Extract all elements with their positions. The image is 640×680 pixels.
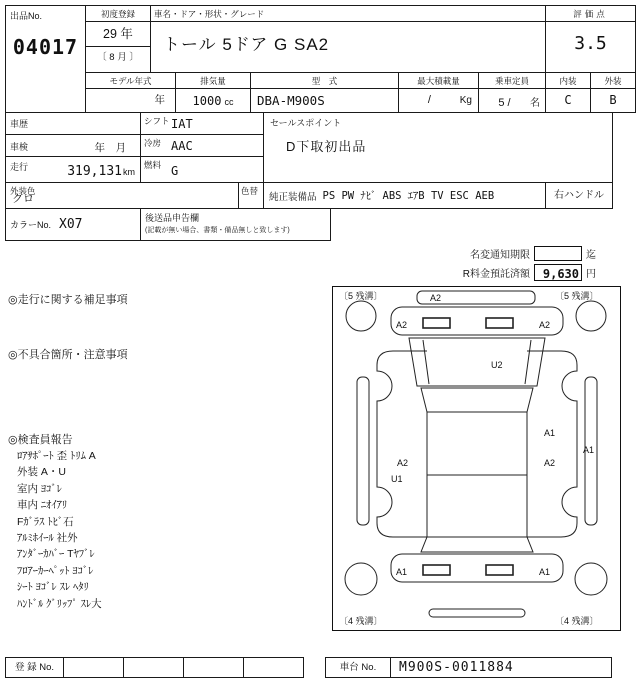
inspection-value: 年 月 (94, 142, 126, 154)
later-items-label: 後送品申告欄 (145, 213, 200, 223)
first-registration-year: 29 年 (86, 22, 150, 47)
tire-rear-right-label: 〔4 残溝〕 (555, 616, 599, 626)
inspection-cell (5, 134, 141, 157)
recycle-fee-box (534, 264, 582, 281)
color-no-cell (5, 208, 141, 241)
inspection-label: 車検 (10, 142, 29, 152)
sales-point-cell (263, 112, 613, 183)
left-door-panel (377, 351, 427, 537)
displacement-unit: cc (224, 97, 234, 107)
inspector-line: ﾛｱｻﾎﾟｰﾄ 歪 ﾄﾘﾑ A (17, 450, 96, 462)
rear-bumper (391, 554, 563, 582)
model-year-label: モデル年式 (86, 73, 175, 89)
inspector-report-lines (17, 448, 102, 612)
capacity-value: 5 / (498, 97, 511, 109)
steering-value: 右ハンドル (554, 190, 604, 201)
reg-no-label-cell (5, 657, 64, 678)
interior-grade-value: C (564, 93, 572, 107)
mileage-label: 走行 (10, 162, 29, 172)
inspector-line: ｼｰﾄ ﾖｺﾞﾚ ｽﾚ ﾍﾀﾘ (17, 581, 89, 594)
interior-grade-cell (545, 72, 591, 113)
mark-front-bumper-right: A2 (539, 320, 551, 330)
mark-right-door-upper: A1 (544, 428, 556, 438)
mark-rear-bumper-left: A1 (396, 567, 408, 577)
body-color-value: クロ (12, 193, 34, 205)
rear-window-outline (421, 537, 533, 552)
fuel-label: 燃料 (144, 160, 162, 170)
history-cell (5, 112, 141, 135)
car-diagram (333, 287, 618, 628)
mileage-value: 319,131 (67, 164, 122, 179)
chassis-no-value: M900S-0011884 (399, 660, 514, 675)
reg-no-cell-1 (63, 657, 124, 678)
wheel-rear-right (575, 563, 607, 595)
score-cell (545, 5, 636, 73)
sales-point-label: セールスポイント (270, 118, 342, 128)
color-change-label: 色替 (241, 186, 259, 196)
capacity-unit: 名 (530, 98, 540, 109)
tire-front-right-label: 〔5 残溝〕 (555, 291, 599, 301)
reg-no-cell-2 (123, 657, 184, 678)
color-change-cell (238, 182, 264, 209)
body-color-cell (5, 182, 239, 209)
tire-front-left-label: 〔5 残溝〕 (339, 291, 383, 301)
exhibit-no-value: 04017 (12, 35, 79, 59)
score-value: 3.5 (574, 33, 607, 54)
exhibit-no-cell (5, 5, 86, 113)
max-load-label: 最大積載量 (399, 73, 478, 89)
mark-left-door-lower: U1 (391, 474, 403, 484)
mark-right-door: A2 (544, 458, 556, 468)
name-change-row (420, 246, 596, 261)
left-sill (357, 377, 369, 525)
exhibit-no-label: 出品No. (10, 11, 43, 21)
mark-hood: U2 (491, 360, 503, 370)
exterior-grade-label: 外装 (591, 73, 635, 89)
hood-creases (423, 340, 531, 384)
first-registration-month: 〔 8 月 〕 (97, 52, 139, 63)
equipment-value: PS PW ﾅﾋﾞ ABS ｴｱB TV ESC AEB (322, 190, 495, 202)
model-year-value: 年 (154, 94, 165, 106)
name-change-suffix: 迄 (586, 250, 596, 261)
wheel-front-left (346, 301, 376, 331)
inspector-line: 外装 A・U (17, 466, 67, 479)
wheel-front-right (576, 301, 606, 331)
inspector-line: ｱﾙﾐﾎｲｰﾙ 社外 (17, 532, 78, 545)
inspector-line: 室内 ﾖｺﾞﾚ (17, 482, 62, 495)
displacement-value: 1000 (192, 94, 222, 108)
model-code-value: DBA-M900S (257, 93, 325, 108)
body-color-label: 外装色 (10, 186, 36, 196)
equipment-label: 純正装備品 (269, 191, 317, 203)
mark-top-edge: A2 (430, 293, 442, 303)
mark-left-door: A2 (397, 458, 409, 468)
history-label: 車歴 (10, 119, 29, 129)
rear-lower-strip (429, 609, 525, 617)
shift-label: シフト (144, 116, 170, 126)
recycle-fee-value: 9,630 (542, 267, 579, 281)
capacity-cell (478, 72, 546, 113)
reg-no-cell-3 (183, 657, 244, 678)
fuel-cell (140, 156, 264, 183)
aircon-value: AAC (171, 139, 193, 153)
mark-right-sill: A1 (583, 445, 595, 455)
recycle-fee-unit: 円 (586, 269, 596, 280)
inspector-line: ﾌﾛｱｰｶｰﾍﾟｯﾄ ﾖｺﾞﾚ (17, 564, 94, 577)
max-load-value: / (427, 94, 431, 106)
name-change-label: 名変通知期限 (470, 250, 530, 261)
windshield-outline (421, 388, 533, 412)
color-no-label: カラーNo. (10, 220, 52, 230)
inspector-report-heading: ◎検査員報告 (8, 434, 73, 446)
front-bumper (391, 307, 563, 335)
mark-front-bumper-left: A2 (396, 320, 408, 330)
tire-rear-left-label: 〔4 残溝〕 (339, 616, 383, 626)
mileage-remarks-heading: ◎走行に関する補足事項 (8, 294, 128, 306)
front-plate-right (486, 318, 513, 328)
exterior-grade-value: B (609, 93, 617, 107)
inspector-line: ｱﾝﾀﾞｰｶﾊﾞｰ Tﾔﾌﾞﾚ (17, 548, 95, 561)
rear-plate-right (486, 565, 513, 575)
car-name-header: 車名・ドア・形状・グレード (151, 6, 545, 22)
capacity-label: 乗車定員 (479, 73, 545, 89)
recycle-fee-row (420, 264, 596, 281)
later-items-note: (記載が無い場合、書類・備品無しと致します) (145, 227, 290, 234)
chassis-no-value-cell (390, 657, 612, 678)
exterior-grade-cell (590, 72, 636, 113)
chassis-no-label: 車台 No. (339, 662, 377, 673)
max-load-cell (398, 72, 479, 113)
inspector-line: Fｶﾞﾗｽ ﾄﾋﾞ石 (17, 515, 74, 528)
model-code-label: 型 式 (251, 73, 398, 89)
model-code-cell (250, 72, 399, 113)
shift-cell (140, 112, 264, 135)
steering-cell (545, 182, 613, 209)
first-registration-label: 初度登録 (86, 6, 150, 22)
car-name-value: トール 5ドア G SA2 (163, 35, 330, 54)
score-label: 評価点 (546, 6, 635, 22)
inspector-line: ﾊﾝﾄﾞﾙ ｸﾞﾘｯﾌﾟ ｽﾚ大 (17, 597, 102, 610)
car-diagram-box (332, 286, 621, 631)
hood-outline (409, 338, 545, 386)
recycle-fee-label: R料金預託済額 (462, 269, 530, 280)
wheel-rear-left (345, 563, 377, 595)
aircon-cell (140, 134, 264, 157)
interior-grade-label: 内装 (546, 73, 590, 89)
reg-no-label: 登 録 No. (14, 662, 55, 673)
mark-rear-bumper-right: A1 (539, 567, 551, 577)
fuel-value: G (171, 164, 179, 178)
sales-point-value: D下取初出品 (286, 139, 367, 154)
aircon-label: 冷房 (144, 138, 162, 148)
displacement-label: 排気量 (176, 73, 250, 89)
front-plate-left (423, 318, 450, 328)
right-door-panel (527, 351, 577, 537)
later-items-cell (140, 208, 331, 241)
car-name-cell (150, 5, 546, 73)
chassis-no-label-cell (325, 657, 391, 678)
first-registration-cell (85, 5, 151, 73)
mileage-unit: km (123, 167, 135, 177)
rear-plate-left (423, 565, 450, 575)
model-year-cell (85, 72, 176, 113)
name-change-deadline-box (534, 246, 582, 261)
displacement-cell (175, 72, 251, 113)
mileage-cell (5, 156, 141, 183)
inspector-line: 車内 ﾆｵｲｱﾘ (17, 499, 68, 512)
equipment-cell (263, 182, 546, 209)
defect-remarks-heading: ◎不具合箇所・注意事項 (8, 349, 128, 361)
reg-no-cell-4 (243, 657, 304, 678)
max-load-unit: Kg (459, 95, 472, 106)
shift-value: IAT (171, 117, 193, 131)
color-no-value: X07 (59, 217, 83, 232)
